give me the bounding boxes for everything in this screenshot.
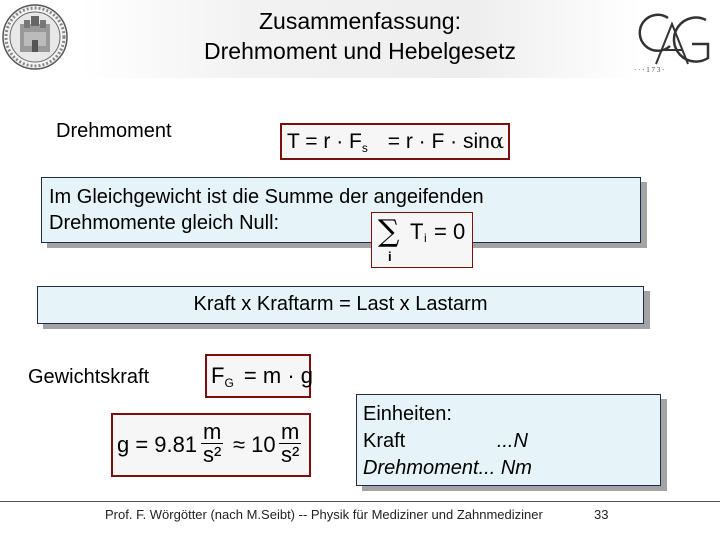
equilibrium-line-1: Im Gleichgewicht ist die Summe der angeifenden <box>49 186 484 208</box>
torque-rhs: = r · F · sin <box>387 130 490 153</box>
units-box <box>356 394 661 486</box>
weight-formula <box>205 354 311 398</box>
drehmoment-label: Drehmoment <box>56 120 172 142</box>
lever-law-text: Kraft x Kraftarm = Last x Lastarm <box>193 293 488 315</box>
footer-divider <box>0 501 720 502</box>
gravity-fraction-2 <box>279 421 301 466</box>
gravity-den-1: s² <box>203 442 222 467</box>
equilibrium-box <box>41 177 641 243</box>
weight-lhs-sub: G <box>224 376 234 390</box>
units-line-1: Einheiten: <box>363 403 452 425</box>
weight-rhs: = m · g <box>243 363 313 388</box>
title-line-2: Drehmoment und Hebelgesetz <box>204 38 516 64</box>
gravity-fraction-1 <box>201 421 223 466</box>
cga-monogram-icon <box>626 6 716 76</box>
units-kraft-value: ...N <box>496 430 528 452</box>
sum-symbol: ∑ <box>378 214 400 249</box>
svg-text:· · · 1 7 3 ·: · · · 1 7 3 · <box>634 66 665 74</box>
footer-text: Prof. F. Wörgötter (nach M.Seibt) -- Physik für Mediziner und Zahnmediziner <box>105 507 543 522</box>
units-line-3: Drehmoment... Nm <box>363 457 532 479</box>
university-seal-icon <box>2 2 68 72</box>
sum-term: T <box>410 219 424 244</box>
sum-equals-zero: = 0 <box>434 219 466 244</box>
lever-law-box <box>37 286 644 324</box>
torque-angle: α <box>489 129 504 153</box>
units-line-2 <box>363 428 532 455</box>
torque-formula <box>280 123 510 160</box>
torque-lhs-sub: s <box>361 141 368 155</box>
gravity-den-2: s² <box>281 442 300 467</box>
gravity-formula <box>111 413 311 477</box>
units-kraft-label: Kraft <box>363 430 406 452</box>
weight-lhs: F <box>211 363 225 388</box>
gravity-lhs: g = 9.81 <box>117 432 198 457</box>
slide-title <box>90 6 630 66</box>
equilibrium-line-2: Drehmomente gleich Null: <box>49 212 280 234</box>
gravity-approx: ≈ 10 <box>233 432 276 457</box>
title-line-1: Zusammenfassung: <box>259 8 461 34</box>
sum-term-sub: i <box>424 231 427 245</box>
sum-formula <box>371 212 473 268</box>
weight-label: Gewichtskraft <box>28 366 150 388</box>
torque-lhs: T = r · F <box>287 130 362 153</box>
gravity-num-1: m <box>203 419 222 444</box>
sum-index: i <box>388 249 392 264</box>
gravity-num-2: m <box>281 419 300 444</box>
page-number: 33 <box>594 507 609 522</box>
